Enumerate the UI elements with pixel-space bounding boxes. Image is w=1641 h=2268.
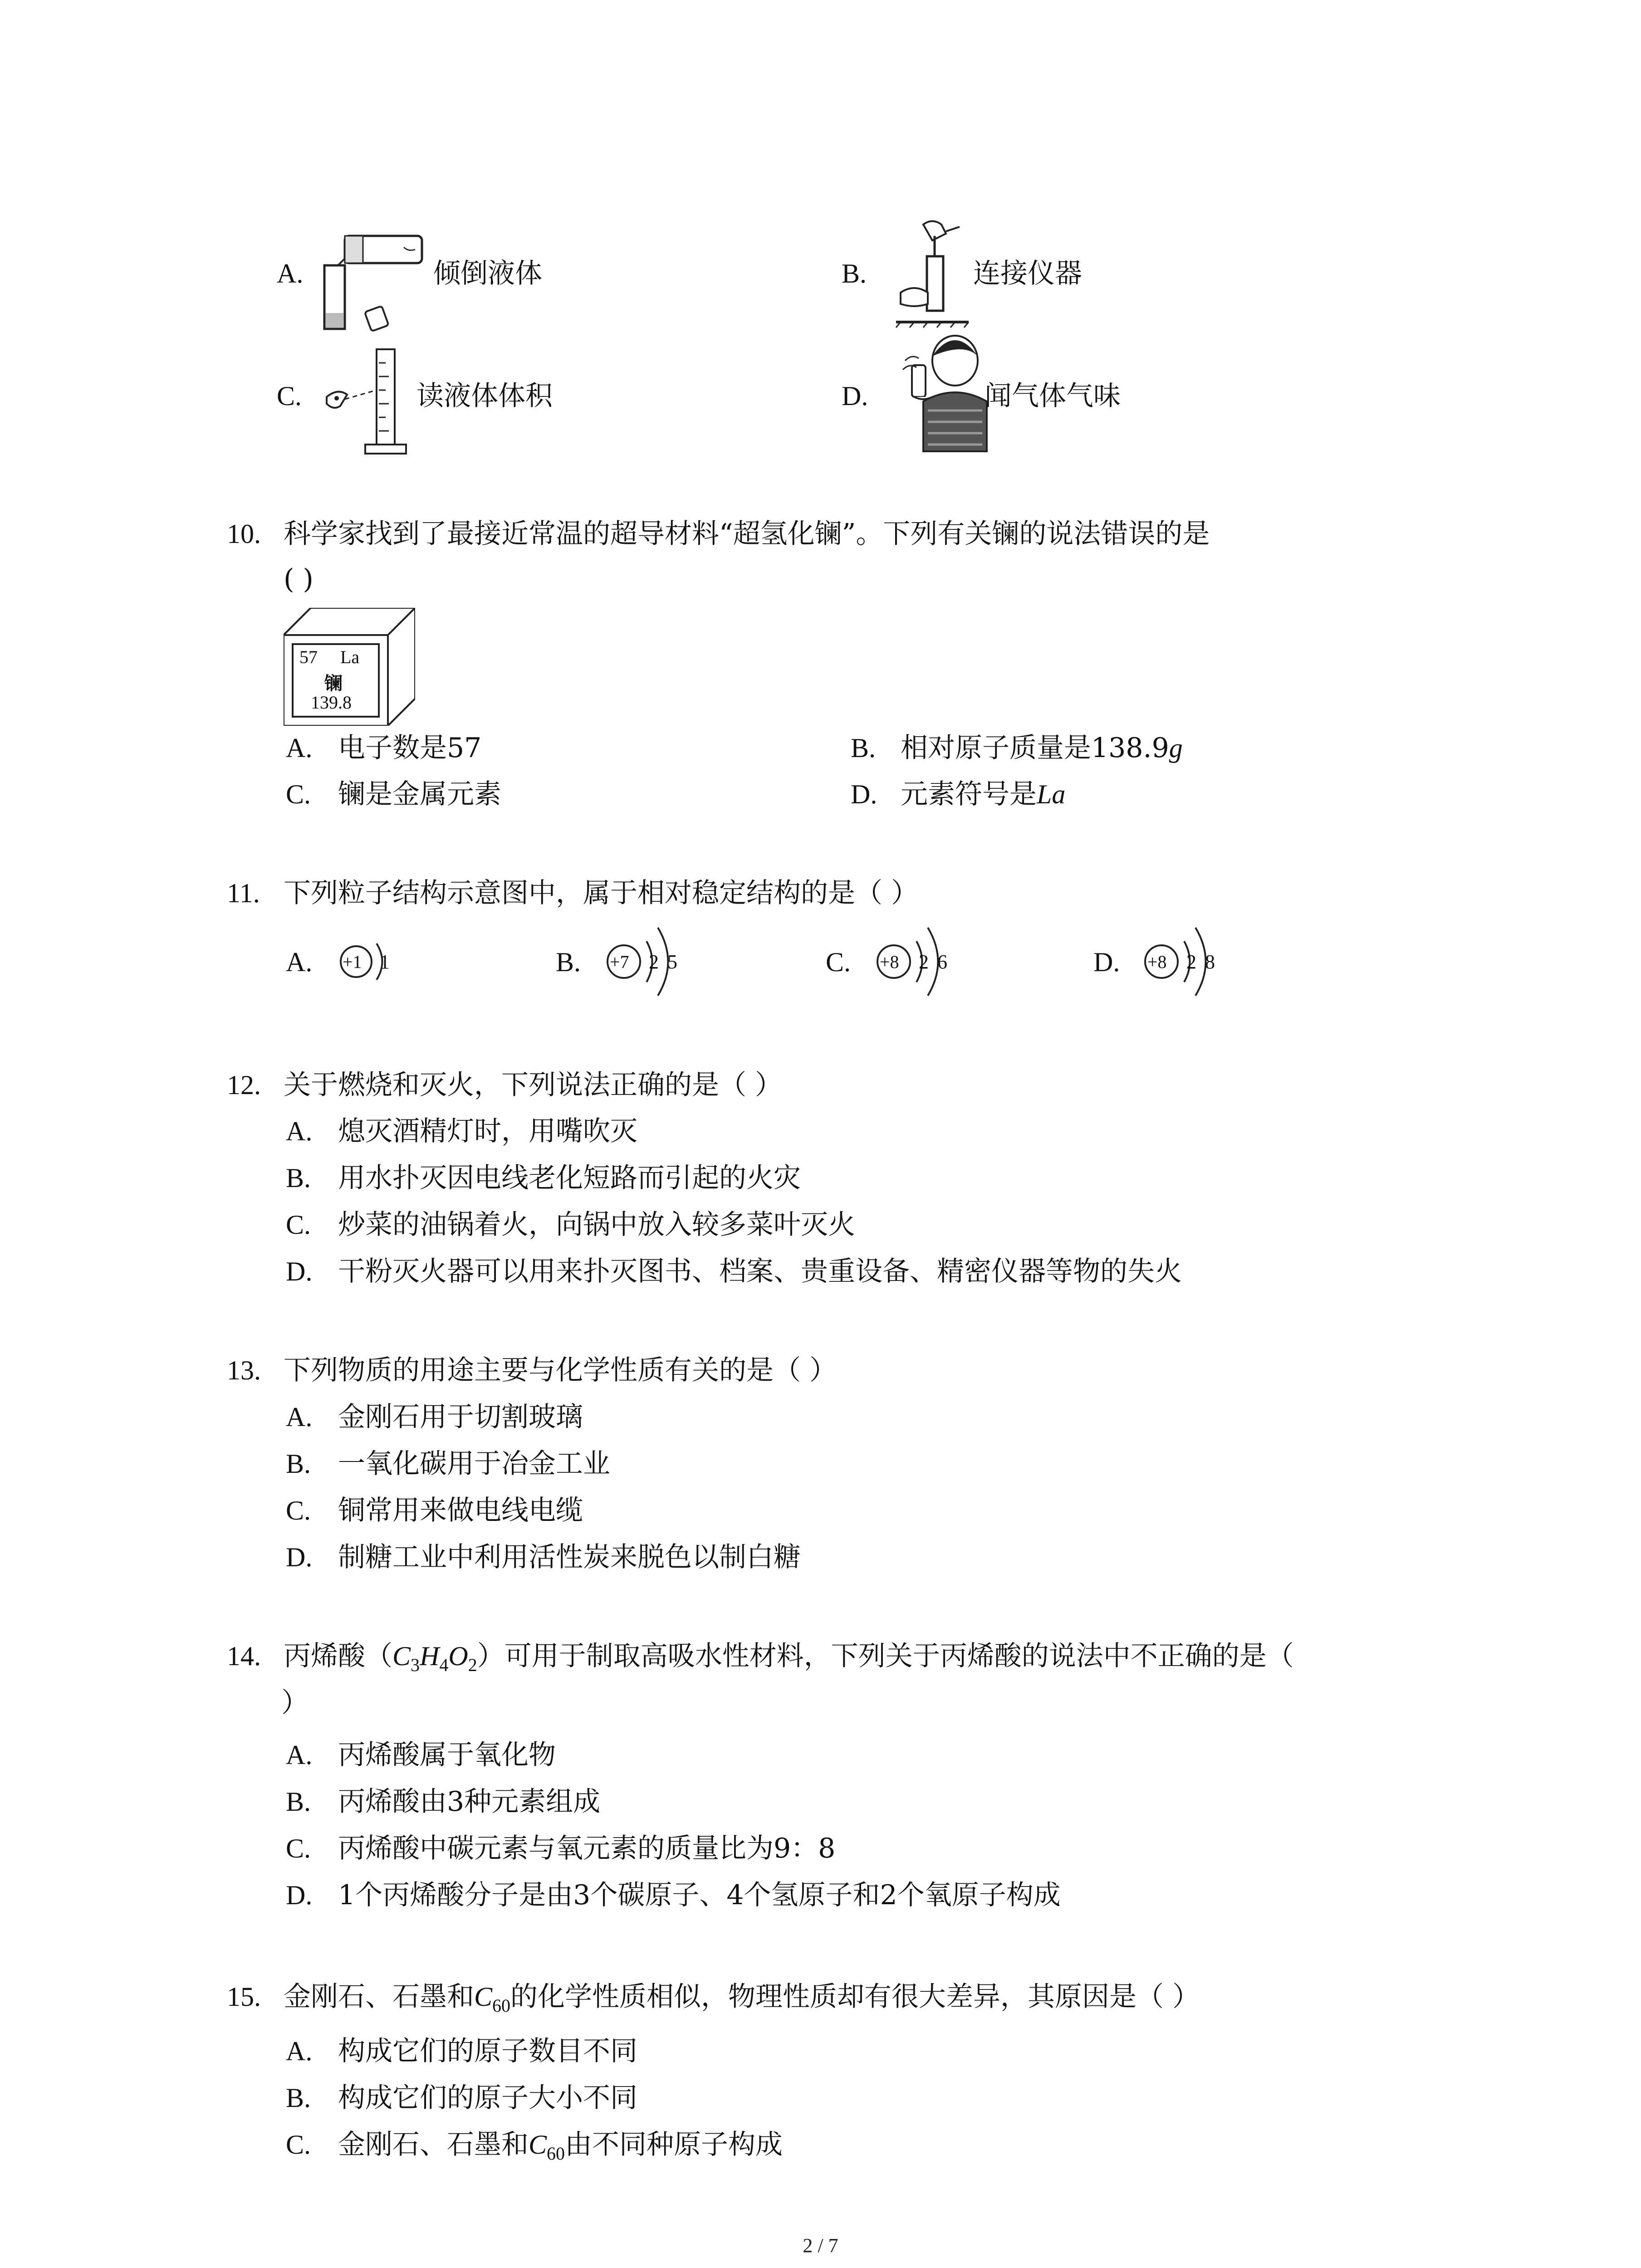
- q11-option-b-letter: B.: [556, 947, 581, 977]
- connecting-apparatus-figure: [892, 215, 973, 333]
- q10-blank: ( ): [284, 563, 314, 595]
- q10-option-c-letter: C.: [286, 779, 311, 809]
- q9-option-a-text: 倾倒液体: [433, 258, 542, 289]
- element-mass: 139.8: [311, 692, 352, 713]
- q14-stem-after: ）可用于制取高吸水性材料，下列关于丙烯酸的说法中不正确的是（: [477, 1640, 1294, 1672]
- q9-option-b-text: 连接仪器: [973, 258, 1082, 289]
- electron-shells-a: 1: [380, 951, 390, 973]
- q10-option-d-text: [901, 777, 1065, 811]
- q10-option-d-body: 元素符号是: [901, 778, 1037, 810]
- q14-option-c-text: 丙烯酸中碳元素与氧元素的质量比为9：8: [338, 1833, 836, 1864]
- q12-option-c-text: 炒菜的油锅着火，向锅中放入较多菜叶灭火: [338, 1209, 855, 1241]
- nucleus-charge-a: +1: [343, 952, 362, 972]
- q12-option-a-text: 熄灭酒精灯时，用嘴吹灭: [338, 1115, 637, 1147]
- reading-volume-figure: [318, 345, 417, 458]
- q12-stem: 关于燃烧和灭火，下列说法正确的是（ ）: [284, 1069, 783, 1101]
- q10-option-a-text: 电子数是57: [338, 732, 482, 764]
- q15-c60-base: C: [474, 1982, 493, 2012]
- atom-diagram-c: [873, 919, 978, 1005]
- q10-option-b-unit: g: [1169, 733, 1183, 763]
- q11-option-d-letter: D.: [1093, 947, 1120, 977]
- q10-number: 10.: [227, 519, 261, 549]
- q14-stem-close: ）: [281, 1687, 309, 1719]
- atom-diagram-a: [338, 928, 415, 996]
- electron-shells-b: 2 5: [649, 951, 677, 973]
- electron-shells-c: 2 6: [919, 951, 947, 973]
- q14-formula-c: C: [392, 1641, 411, 1671]
- q14-option-c-letter: C.: [286, 1833, 311, 1863]
- electron-shells-d: 2 8: [1186, 951, 1215, 973]
- q15-option-c-text: [338, 2128, 783, 2164]
- q12-option-b-text: 用水扑灭因电线老化短路而引起的火灾: [338, 1162, 801, 1194]
- q10-option-c-text: 镧是金属元素: [338, 778, 501, 810]
- q15-option-c-c60-base: C: [529, 2130, 547, 2160]
- q14-formula-h: H: [420, 1641, 440, 1671]
- q14-option-b-text: 丙烯酸由3种元素组成: [338, 1786, 601, 1818]
- element-name: 镧: [324, 673, 343, 694]
- q15-option-b-text: 构成它们的原子大小不同: [338, 2082, 637, 2114]
- q9-option-c-letter: C.: [277, 381, 302, 411]
- q15-option-b-letter: B.: [286, 2083, 311, 2113]
- q13-option-c-text: 铜常用来做电线电缆: [338, 1495, 583, 1526]
- q13-option-d-letter: D.: [286, 1542, 313, 1572]
- q10-option-a-letter: A.: [286, 733, 313, 763]
- q13-option-a-letter: A.: [286, 1402, 313, 1432]
- q15-option-a-text: 构成它们的原子数目不同: [338, 2035, 637, 2067]
- q15-stem: [284, 1980, 1200, 2014]
- q13-option-b-letter: B.: [286, 1449, 311, 1479]
- q15-option-c-c60-sub: 60: [547, 2143, 565, 2164]
- q9-option-d-letter: D.: [842, 381, 868, 411]
- q15-option-c-after: 由不同种原子构成: [565, 2129, 783, 2160]
- q12-option-d-letter: D.: [286, 1256, 313, 1286]
- q15-stem-before: 金刚石、石墨和: [284, 1981, 474, 2013]
- q15-option-c-before: 金刚石、石墨和: [338, 2129, 529, 2160]
- q10-option-b-text: [901, 731, 1183, 765]
- element-symbol: La: [340, 647, 360, 667]
- q13-option-d-text: 制糖工业中利用活性炭来脱色以制白糖: [338, 1541, 801, 1573]
- pouring-liquid-figure: [313, 222, 431, 336]
- q14-stem-before: 丙烯酸（: [284, 1640, 392, 1672]
- q9-option-a-letter: A.: [277, 259, 304, 288]
- q15-option-a-letter: A.: [286, 2036, 313, 2066]
- lanthanum-element-card: [284, 608, 415, 726]
- q15-option-c-letter: C.: [286, 2130, 311, 2160]
- q15-stem-after: 的化学性质相似，物理性质却有很大差异，其原因是（ ）: [510, 1981, 1200, 2013]
- q14-number: 14.: [227, 1641, 261, 1671]
- q13-option-c-letter: C.: [286, 1496, 311, 1525]
- q13-option-a-text: 金刚石用于切割玻璃: [338, 1401, 583, 1433]
- q13-stem: 下列物质的用途主要与化学性质有关的是（ ）: [284, 1354, 837, 1386]
- q14-option-d-text: 1个丙烯酸分子是由3个碳原子、4个氢原子和2个氧原子构成: [338, 1879, 1061, 1911]
- q10-stem: 科学家找到了最接近常温的超导材料“超氢化镧”。下列有关镧的说法错误的是: [284, 518, 1210, 550]
- q10-option-b-letter: B.: [851, 733, 876, 763]
- q9-option-d-text: 闻气体气味: [985, 380, 1121, 412]
- q15-c60-sub: 60: [492, 1995, 511, 2016]
- q12-option-a-letter: A.: [286, 1116, 313, 1146]
- q14-formula-h-sub: 4: [439, 1655, 449, 1675]
- nucleus-charge-c: +8: [880, 952, 899, 972]
- q12-option-b-letter: B.: [286, 1163, 311, 1193]
- q10-option-b-body: 相对原子质量是138.9: [901, 732, 1169, 764]
- q15-number: 15.: [227, 1982, 261, 2012]
- element-atomic-number: 57: [299, 647, 318, 667]
- nucleus-charge-b: +7: [610, 952, 629, 972]
- nucleus-charge-d: +8: [1147, 952, 1167, 972]
- q14-option-d-letter: D.: [286, 1880, 313, 1910]
- q12-option-c-letter: C.: [286, 1210, 311, 1240]
- smelling-gas-figure: [896, 333, 991, 454]
- q14-formula-o-sub: 2: [468, 1655, 477, 1675]
- q9-option-c-text: 读液体体积: [416, 380, 553, 412]
- q11-option-c-letter: C.: [826, 947, 851, 977]
- q14-formula-c-sub: 3: [411, 1655, 420, 1675]
- atom-diagram-d: [1141, 919, 1245, 1005]
- q10-option-d-letter: D.: [851, 779, 877, 809]
- q14-stem: [284, 1639, 1294, 1673]
- q14-formula-o: O: [448, 1641, 468, 1671]
- page-number: 2 / 7: [803, 2234, 838, 2257]
- q13-option-b-text: 一氧化碳用于冶金工业: [338, 1448, 610, 1480]
- q11-number: 11.: [227, 878, 260, 908]
- q11-stem: 下列粒子结构示意图中，属于相对稳定结构的是（ ）: [284, 877, 919, 909]
- q14-option-a-text: 丙烯酸属于氧化物: [338, 1739, 556, 1771]
- q14-option-a-letter: A.: [286, 1740, 313, 1770]
- q12-number: 12.: [227, 1070, 261, 1100]
- q11-option-a-letter: A.: [286, 947, 313, 977]
- q9-option-b-letter: B.: [842, 259, 867, 288]
- q12-option-d-text: 干粉灭火器可以用来扑灭图书、档案、贵重设备、精密仪器等物的失火: [338, 1256, 1182, 1287]
- atom-diagram-b: [603, 919, 708, 1005]
- q13-number: 13.: [227, 1355, 261, 1385]
- q14-option-b-letter: B.: [286, 1787, 311, 1817]
- q10-option-d-symbol: La: [1037, 779, 1066, 809]
